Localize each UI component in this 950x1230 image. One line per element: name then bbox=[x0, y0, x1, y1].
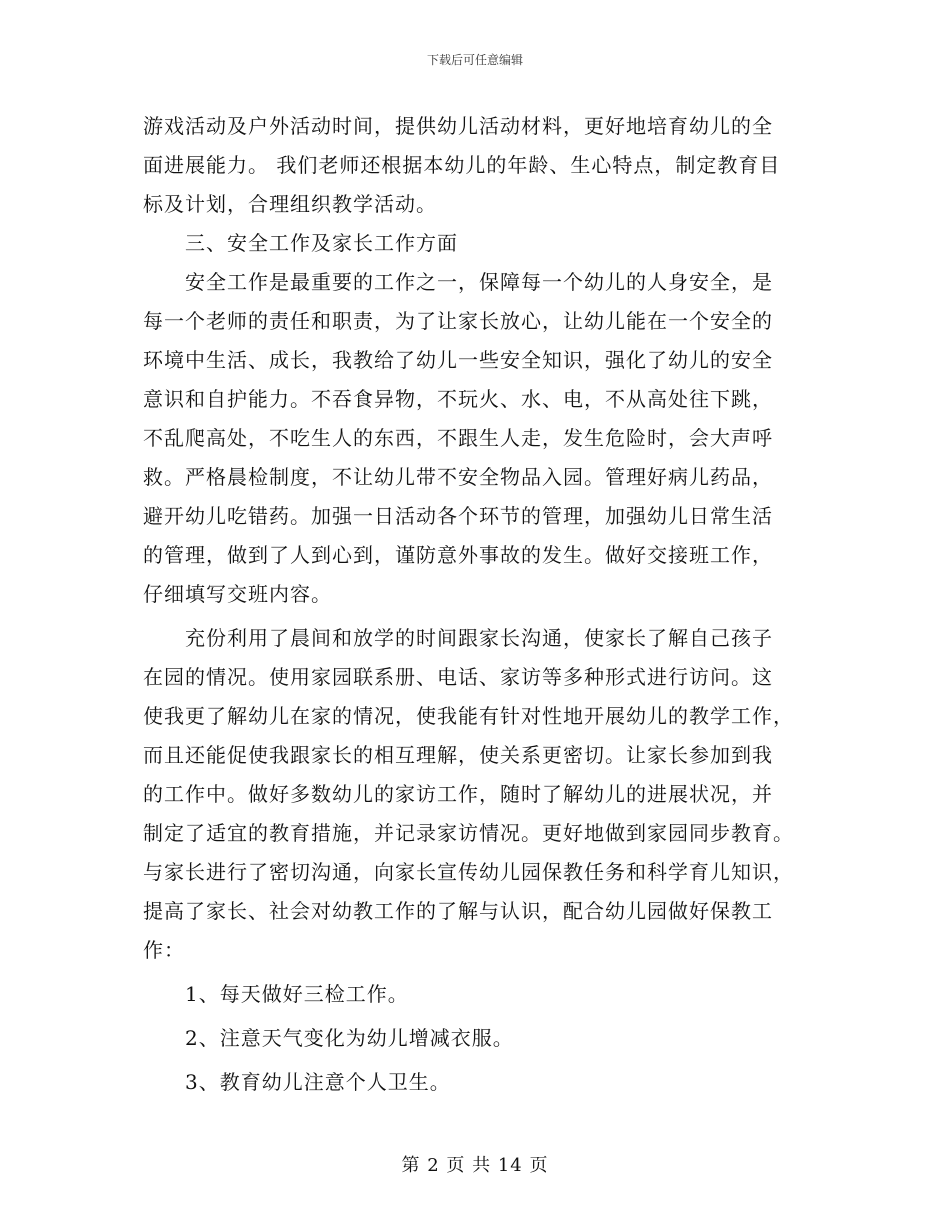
body-line: 面进展能力。 我们老师还根据本幼儿的年龄、生心特点，制定教育目 bbox=[143, 153, 781, 177]
list-item: 1、每天做好三检工作。 bbox=[185, 982, 409, 1006]
body-line: 救。严格晨检制度，不让幼儿带不安全物品入园。管理好病儿药品， bbox=[143, 465, 773, 489]
body-line: 使我更了解幼儿在家的情况，使我能有针对性地开展幼儿的教学工作， bbox=[143, 704, 794, 728]
body-line: 在园的情况。使用家园联系册、电话、家访等多种形式进行访问。这 bbox=[143, 665, 773, 689]
list-item: 3、教育幼儿注意个人卫生。 bbox=[185, 1070, 451, 1094]
body-line: 安全工作是最重要的工作之一，保障每一个幼儿的人身安全，是 bbox=[185, 270, 773, 294]
body-line: 避开幼儿吃错药。加强一日活动各个环节的管理，加强幼儿日常生活 bbox=[143, 504, 773, 528]
body-line: 意识和自护能力。不吞食异物，不玩火、水、电，不从高处往下跳， bbox=[143, 387, 773, 411]
body-line: 的管理，做到了人到心到，谨防意外事故的发生。做好交接班工作， bbox=[143, 543, 773, 567]
page-header: 下载后可任意编辑 bbox=[426, 53, 523, 67]
body-line: 游戏活动及户外活动时间，提供幼儿活动材料，更好地培育幼儿的全 bbox=[143, 114, 773, 138]
body-line: 不乱爬高处，不吃生人的东西，不跟生人走，发生危险时，会大声呼 bbox=[143, 426, 773, 450]
body-line: 的工作中。做好多数幼儿的家访工作，随时了解幼儿的进展状况，并 bbox=[143, 782, 773, 806]
section-heading: 三、安全工作及家长工作方面 bbox=[185, 231, 458, 255]
body-line: 制定了适宜的教育措施，并记录家访情况。更好地做到家园同步教育。 bbox=[143, 821, 794, 845]
body-line: 标及计划，合理组织教学活动。 bbox=[143, 192, 437, 216]
body-line: 作： bbox=[143, 938, 185, 962]
body-line: 与家长进行了密切沟通，向家长宣传幼儿园保教任务和科学育儿知识， bbox=[143, 860, 794, 884]
page-number-footer: 第 2 页 共 14 页 bbox=[401, 1155, 549, 1176]
body-line: 而且还能促使我跟家长的相互理解，使关系更密切。让家长参加到我 bbox=[143, 743, 773, 767]
body-line: 仔细填写交班内容。 bbox=[143, 582, 332, 606]
body-line: 每一个老师的责任和职责，为了让家长放心，让幼儿能在一个安全的 bbox=[143, 309, 773, 333]
body-line: 提高了家长、社会对幼教工作的了解与认识，配合幼儿园做好保教工 bbox=[143, 899, 773, 923]
body-line: 环境中生活、成长，我教给了幼儿一些安全知识，强化了幼儿的安全 bbox=[143, 348, 773, 372]
body-line: 充份利用了晨间和放学的时间跟家长沟通，使家长了解自己孩子 bbox=[185, 626, 773, 650]
document-body bbox=[143, 110, 808, 1098]
list-item: 2、注意天气变化为幼儿增减衣服。 bbox=[185, 1026, 514, 1050]
